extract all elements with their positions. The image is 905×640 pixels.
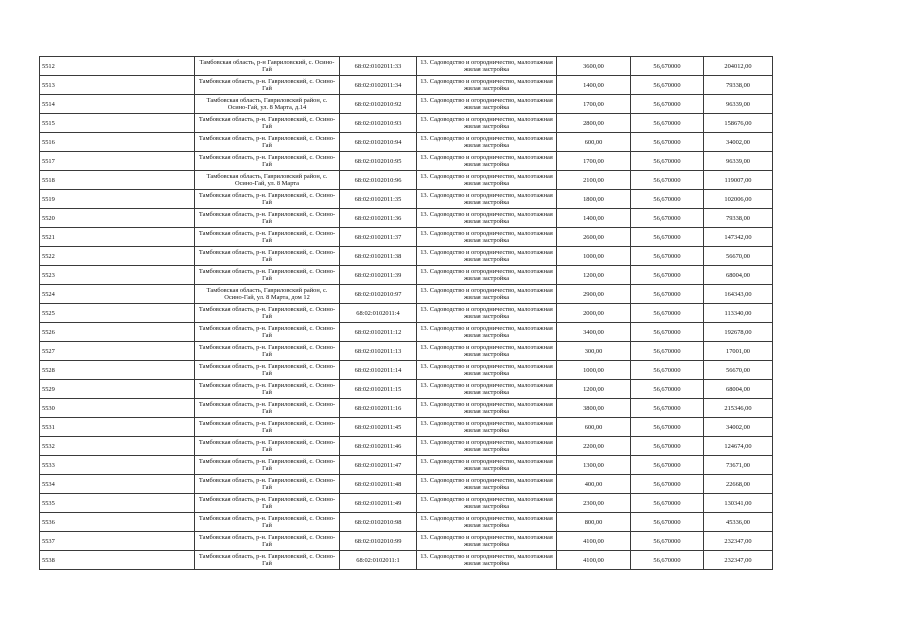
table-row (40, 513, 773, 532)
table-row (40, 551, 773, 570)
cadastral-number-cell: 68:02:0102011:38 (340, 247, 417, 266)
row-number-cell: 5518 (40, 171, 195, 190)
cadastral-rate-cell: 56,670000 (631, 304, 704, 323)
area-cell: 2100,00 (557, 171, 631, 190)
address-cell: Тамбовская область, Гавриловский район, с. Осино-Гай, ул. 8 Марта (195, 171, 340, 190)
table-row (40, 57, 773, 76)
land-use-cell: 13. Садоводство и огородничество, малоэтажная жилая застройка (417, 418, 557, 437)
cadastral-rate-cell: 56,670000 (631, 114, 704, 133)
row-number-cell: 5521 (40, 228, 195, 247)
table-row (40, 456, 773, 475)
table-row (40, 361, 773, 380)
land-use-cell: 13. Садоводство и огородничество, малоэтажная жилая застройка (417, 95, 557, 114)
address-cell: Тамбовская область, р-н. Гавриловский, с. Осино-Гай (195, 456, 340, 475)
cadastral-value-cell: 164343,00 (704, 285, 773, 304)
row-number-cell: 5530 (40, 399, 195, 418)
cadastral-number-cell: 68:02:0102011:37 (340, 228, 417, 247)
table-row (40, 228, 773, 247)
cadastral-value-cell: 56670,00 (704, 361, 773, 380)
land-use-cell: 13. Садоводство и огородничество, малоэтажная жилая застройка (417, 475, 557, 494)
cadastral-rate-cell: 56,670000 (631, 342, 704, 361)
cadastral-value-cell: 79338,00 (704, 76, 773, 95)
cadastral-rate-cell: 56,670000 (631, 323, 704, 342)
area-cell: 300,00 (557, 342, 631, 361)
cadastral-rate-cell: 56,670000 (631, 285, 704, 304)
area-cell: 600,00 (557, 418, 631, 437)
land-use-cell: 13. Садоводство и огородничество, малоэтажная жилая застройка (417, 494, 557, 513)
area-cell: 1300,00 (557, 456, 631, 475)
table-row (40, 171, 773, 190)
address-cell: Тамбовская область, р-н. Гавриловский, с. Осино-Гай (195, 342, 340, 361)
cadastral-rate-cell: 56,670000 (631, 437, 704, 456)
row-number-cell: 5534 (40, 475, 195, 494)
cadastral-value-cell: 232347,00 (704, 532, 773, 551)
table-row (40, 494, 773, 513)
row-number-cell: 5522 (40, 247, 195, 266)
cadastral-number-cell: 68:02:0102011:15 (340, 380, 417, 399)
cadastral-value-cell: 45336,00 (704, 513, 773, 532)
land-use-cell: 13. Садоводство и огородничество, малоэтажная жилая застройка (417, 190, 557, 209)
cadastral-rate-cell: 56,670000 (631, 532, 704, 551)
table-row (40, 133, 773, 152)
row-number-cell: 5523 (40, 266, 195, 285)
table-row (40, 285, 773, 304)
land-use-cell: 13. Садоводство и огородничество, малоэтажная жилая застройка (417, 342, 557, 361)
row-number-cell: 5529 (40, 380, 195, 399)
table-row (40, 532, 773, 551)
row-number-cell: 5536 (40, 513, 195, 532)
cadastral-rate-cell: 56,670000 (631, 551, 704, 570)
row-number-cell: 5524 (40, 285, 195, 304)
cadastral-number-cell: 68:02:0102010:94 (340, 133, 417, 152)
cadastral-rate-cell: 56,670000 (631, 399, 704, 418)
table-row (40, 209, 773, 228)
cadastral-rate-cell: 56,670000 (631, 475, 704, 494)
row-number-cell: 5532 (40, 437, 195, 456)
cadastral-rate-cell: 56,670000 (631, 494, 704, 513)
cadastral-rate-cell: 56,670000 (631, 152, 704, 171)
row-number-cell: 5515 (40, 114, 195, 133)
cadastral-rate-cell: 56,670000 (631, 209, 704, 228)
table-row (40, 114, 773, 133)
address-cell: Тамбовская область, р-н Гавриловский, с. Осино-Гай (195, 57, 340, 76)
cadastral-number-cell: 68:02:0102011:48 (340, 475, 417, 494)
row-number-cell: 5535 (40, 494, 195, 513)
area-cell: 1700,00 (557, 95, 631, 114)
cadastral-number-cell: 68:02:0102010:93 (340, 114, 417, 133)
row-number-cell: 5514 (40, 95, 195, 114)
cadastral-rate-cell: 56,670000 (631, 95, 704, 114)
cadastral-rate-cell: 56,670000 (631, 361, 704, 380)
address-cell: Тамбовская область, р-н. Гавриловский, с. Осино-Гай (195, 266, 340, 285)
cadastral-number-cell: 68:02:0102011:36 (340, 209, 417, 228)
area-cell: 2600,00 (557, 228, 631, 247)
area-cell: 2200,00 (557, 437, 631, 456)
cadastral-rate-cell: 56,670000 (631, 133, 704, 152)
area-cell: 400,00 (557, 475, 631, 494)
cadastral-rate-cell: 56,670000 (631, 418, 704, 437)
area-cell: 1000,00 (557, 361, 631, 380)
cadastral-value-cell: 147342,00 (704, 228, 773, 247)
row-number-cell: 5517 (40, 152, 195, 171)
cadastral-value-cell: 102006,00 (704, 190, 773, 209)
row-number-cell: 5519 (40, 190, 195, 209)
cadastral-rate-cell: 56,670000 (631, 380, 704, 399)
table-row (40, 323, 773, 342)
address-cell: Тамбовская область, Гавриловский район, с. Осино-Гай, ул. 8 Марта, дом 12 (195, 285, 340, 304)
cadastral-number-cell: 68:02:0102011:45 (340, 418, 417, 437)
land-use-cell: 13. Садоводство и огородничество, малоэтажная жилая застройка (417, 399, 557, 418)
cadastral-value-cell: 73671,00 (704, 456, 773, 475)
cadastral-number-cell: 68:02:0102011:4 (340, 304, 417, 323)
cadastral-value-cell: 124674,00 (704, 437, 773, 456)
cadastral-rate-cell: 56,670000 (631, 57, 704, 76)
cadastral-value-cell: 79338,00 (704, 209, 773, 228)
table-row (40, 190, 773, 209)
cadastral-rate-cell: 56,670000 (631, 171, 704, 190)
address-cell: Тамбовская область, р-н. Гавриловский, с. Осино-Гай (195, 190, 340, 209)
cadastral-number-cell: 68:02:0102011:13 (340, 342, 417, 361)
cadastral-rate-cell: 56,670000 (631, 247, 704, 266)
cadastral-value-cell: 68004,00 (704, 380, 773, 399)
row-number-cell: 5526 (40, 323, 195, 342)
address-cell: Тамбовская область, р-н. Гавриловский, с. Осино-Гай (195, 76, 340, 95)
address-cell: Тамбовская область, р-н. Гавриловский, с. Осино-Гай (195, 551, 340, 570)
row-number-cell: 5520 (40, 209, 195, 228)
table-row (40, 399, 773, 418)
address-cell: Тамбовская область, р-н. Гавриловский, с. Осино-Гай (195, 228, 340, 247)
table-row (40, 380, 773, 399)
cadastral-rate-cell: 56,670000 (631, 190, 704, 209)
cadastral-number-cell: 68:02:0102010:92 (340, 95, 417, 114)
cadastral-number-cell: 68:02:0102011:47 (340, 456, 417, 475)
area-cell: 800,00 (557, 513, 631, 532)
address-cell: Тамбовская область, р-н. Гавриловский, с. Осино-Гай (195, 475, 340, 494)
land-use-cell: 13. Садоводство и огородничество, малоэтажная жилая застройка (417, 437, 557, 456)
row-number-cell: 5513 (40, 76, 195, 95)
cadastral-number-cell: 68:02:0102011:39 (340, 266, 417, 285)
cadastral-value-cell: 130341,00 (704, 494, 773, 513)
cadastral-number-cell: 68:02:0102011:34 (340, 76, 417, 95)
land-use-cell: 13. Садоводство и огородничество, малоэтажная жилая застройка (417, 228, 557, 247)
cadastral-value-cell: 158676,00 (704, 114, 773, 133)
cadastral-value-cell: 113340,00 (704, 304, 773, 323)
cadastral-value-cell: 119007,00 (704, 171, 773, 190)
land-use-cell: 13. Садоводство и огородничество, малоэтажная жилая застройка (417, 114, 557, 133)
cadastral-number-cell: 68:02:0102011:33 (340, 57, 417, 76)
table-container (39, 56, 772, 570)
address-cell: Тамбовская область, р-н. Гавриловский, с. Осино-Гай (195, 209, 340, 228)
address-cell: Тамбовская область, р-н. Гавриловский, с. Осино-Гай (195, 114, 340, 133)
cadastral-number-cell: 68:02:0102011:46 (340, 437, 417, 456)
area-cell: 1200,00 (557, 266, 631, 285)
address-cell: Тамбовская область, Гавриловский район, с. Осино-Гай, ул. 8 Марта, д.14 (195, 95, 340, 114)
cadastral-value-cell: 96339,00 (704, 152, 773, 171)
area-cell: 2300,00 (557, 494, 631, 513)
table-row (40, 152, 773, 171)
cadastral-value-cell: 232347,00 (704, 551, 773, 570)
land-use-cell: 13. Садоводство и огородничество, малоэтажная жилая застройка (417, 456, 557, 475)
cadastral-value-cell: 34002,00 (704, 133, 773, 152)
land-use-cell: 13. Садоводство и огородничество, малоэтажная жилая застройка (417, 513, 557, 532)
area-cell: 1400,00 (557, 76, 631, 95)
area-cell: 2900,00 (557, 285, 631, 304)
address-cell: Тамбовская область, р-н. Гавриловский, с. Осино-Гай (195, 247, 340, 266)
cadastral-number-cell: 68:02:0102011:12 (340, 323, 417, 342)
table-row (40, 418, 773, 437)
area-cell: 3600,00 (557, 57, 631, 76)
row-number-cell: 5537 (40, 532, 195, 551)
land-use-cell: 13. Садоводство и огородничество, малоэтажная жилая застройка (417, 532, 557, 551)
cadastral-value-cell: 215346,00 (704, 399, 773, 418)
cadastral-value-cell: 34002,00 (704, 418, 773, 437)
table-body (40, 57, 773, 570)
area-cell: 4100,00 (557, 532, 631, 551)
row-number-cell: 5533 (40, 456, 195, 475)
area-cell: 1800,00 (557, 190, 631, 209)
area-cell: 3400,00 (557, 323, 631, 342)
table-row (40, 304, 773, 323)
table-row (40, 475, 773, 494)
land-use-cell: 13. Садоводство и огородничество, малоэтажная жилая застройка (417, 209, 557, 228)
land-use-cell: 13. Садоводство и огородничество, малоэтажная жилая застройка (417, 133, 557, 152)
land-use-cell: 13. Садоводство и огородничество, малоэтажная жилая застройка (417, 266, 557, 285)
area-cell: 1400,00 (557, 209, 631, 228)
address-cell: Тамбовская область, р-н. Гавриловский, с. Осино-Гай (195, 323, 340, 342)
row-number-cell: 5538 (40, 551, 195, 570)
land-use-cell: 13. Садоводство и огородничество, малоэтажная жилая застройка (417, 285, 557, 304)
cadastral-value-cell: 192678,00 (704, 323, 773, 342)
row-number-cell: 5527 (40, 342, 195, 361)
address-cell: Тамбовская область, р-н. Гавриловский, с. Осино-Гай (195, 152, 340, 171)
area-cell: 1000,00 (557, 247, 631, 266)
land-use-cell: 13. Садоводство и огородничество, малоэтажная жилая застройка (417, 171, 557, 190)
land-use-cell: 13. Садоводство и огородничество, малоэтажная жилая застройка (417, 57, 557, 76)
cadastral-number-cell: 68:02:0102010:97 (340, 285, 417, 304)
land-use-cell: 13. Садоводство и огородничество, малоэтажная жилая застройка (417, 323, 557, 342)
area-cell: 2000,00 (557, 304, 631, 323)
cadastral-number-cell: 68:02:0102011:1 (340, 551, 417, 570)
address-cell: Тамбовская область, р-н. Гавриловский, с. Осино-Гай (195, 304, 340, 323)
cadastral-number-cell: 68:02:0102011:14 (340, 361, 417, 380)
address-cell: Тамбовская область, р-н. Гавриловский, с. Осино-Гай (195, 399, 340, 418)
row-number-cell: 5525 (40, 304, 195, 323)
area-cell: 2800,00 (557, 114, 631, 133)
land-use-cell: 13. Садоводство и огородничество, малоэтажная жилая застройка (417, 76, 557, 95)
address-cell: Тамбовская область, р-н. Гавриловский, с. Осино-Гай (195, 133, 340, 152)
cadastral-value-cell: 17001,00 (704, 342, 773, 361)
address-cell: Тамбовская область, р-н. Гавриловский, с. Осино-Гай (195, 513, 340, 532)
cadastral-value-cell: 22668,00 (704, 475, 773, 494)
cadastral-number-cell: 68:02:0102011:16 (340, 399, 417, 418)
cadastral-number-cell: 68:02:0102010:98 (340, 513, 417, 532)
address-cell: Тамбовская область, р-н. Гавриловский, с. Осино-Гай (195, 437, 340, 456)
address-cell: Тамбовская область, р-н. Гавриловский, с. Осино-Гай (195, 494, 340, 513)
cadastral-rate-cell: 56,670000 (631, 456, 704, 475)
table-row (40, 437, 773, 456)
address-cell: Тамбовская область, р-н. Гавриловский, с. Осино-Гай (195, 380, 340, 399)
land-use-cell: 13. Садоводство и огородничество, малоэтажная жилая застройка (417, 152, 557, 171)
row-number-cell: 5512 (40, 57, 195, 76)
cadastral-rate-cell: 56,670000 (631, 76, 704, 95)
land-use-cell: 13. Садоводство и огородничество, малоэтажная жилая застройка (417, 304, 557, 323)
cadastral-value-cell: 96339,00 (704, 95, 773, 114)
address-cell: Тамбовская область, р-н. Гавриловский, с. Осино-Гай (195, 532, 340, 551)
area-cell: 1200,00 (557, 380, 631, 399)
cadastral-number-cell: 68:02:0102010:96 (340, 171, 417, 190)
table-row (40, 76, 773, 95)
cadastral-number-cell: 68:02:0102011:49 (340, 494, 417, 513)
cadastral-rate-cell: 56,670000 (631, 228, 704, 247)
cadastral-rate-cell: 56,670000 (631, 266, 704, 285)
row-number-cell: 5531 (40, 418, 195, 437)
table-row (40, 342, 773, 361)
land-use-cell: 13. Садоводство и огородничество, малоэтажная жилая застройка (417, 361, 557, 380)
table-row (40, 247, 773, 266)
land-use-cell: 13. Садоводство и огородничество, малоэтажная жилая застройка (417, 247, 557, 266)
area-cell: 1700,00 (557, 152, 631, 171)
cadastral-number-cell: 68:02:0102010:95 (340, 152, 417, 171)
area-cell: 3800,00 (557, 399, 631, 418)
table-row (40, 95, 773, 114)
land-use-cell: 13. Садоводство и огородничество, малоэтажная жилая застройка (417, 551, 557, 570)
land-plots-table (39, 56, 773, 570)
address-cell: Тамбовская область, р-н. Гавриловский, с. Осино-Гай (195, 361, 340, 380)
row-number-cell: 5528 (40, 361, 195, 380)
land-use-cell: 13. Садоводство и огородничество, малоэтажная жилая застройка (417, 380, 557, 399)
cadastral-number-cell: 68:02:0102011:35 (340, 190, 417, 209)
cadastral-value-cell: 68004,00 (704, 266, 773, 285)
area-cell: 600,00 (557, 133, 631, 152)
cadastral-value-cell: 56670,00 (704, 247, 773, 266)
address-cell: Тамбовская область, р-н. Гавриловский, с. Осино-Гай (195, 418, 340, 437)
table-row (40, 266, 773, 285)
row-number-cell: 5516 (40, 133, 195, 152)
cadastral-value-cell: 204012,00 (704, 57, 773, 76)
cadastral-number-cell: 68:02:0102010:99 (340, 532, 417, 551)
cadastral-rate-cell: 56,670000 (631, 513, 704, 532)
area-cell: 4100,00 (557, 551, 631, 570)
